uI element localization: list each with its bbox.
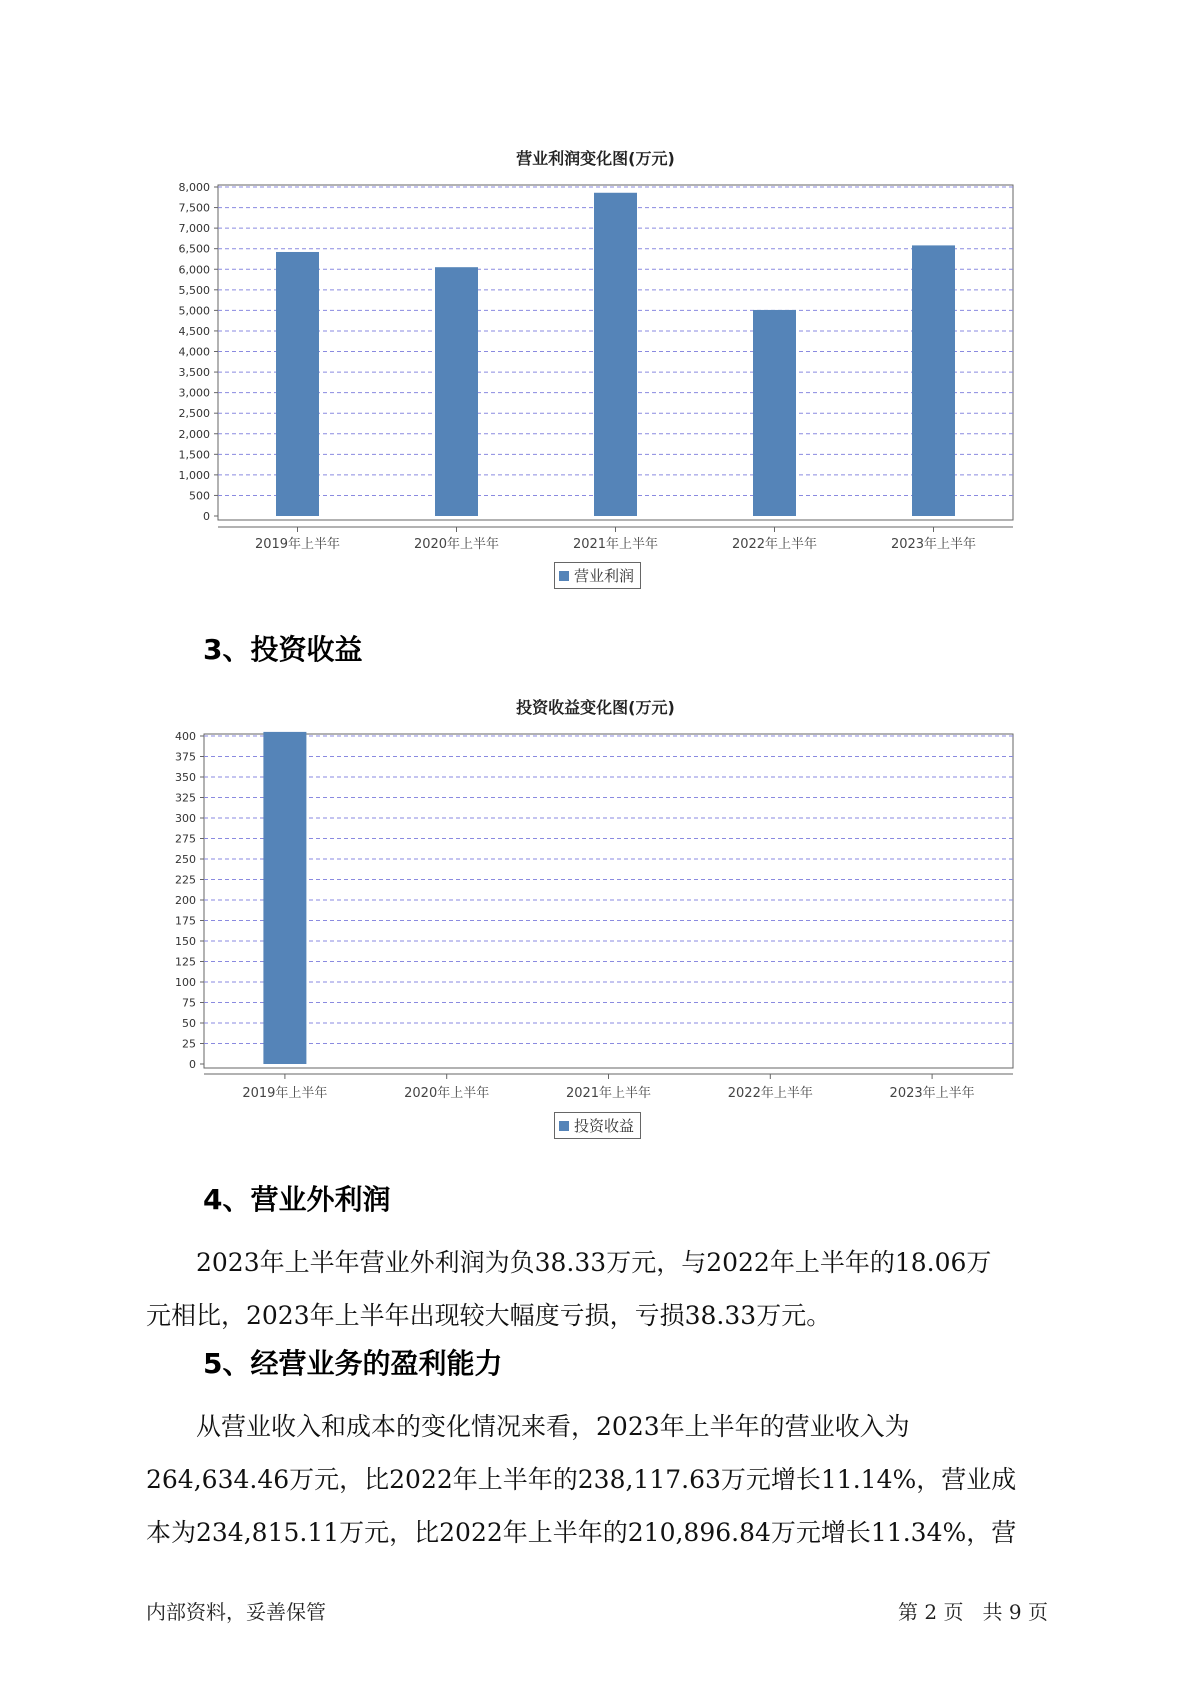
bar (263, 732, 306, 1064)
y-tick-label: 1,000 (178, 468, 210, 482)
y-tick-label: 0 (203, 510, 210, 523)
y-tick-label: 325 (175, 791, 196, 805)
y-tick-label: 50 (182, 1017, 196, 1030)
legend-swatch (559, 1121, 569, 1131)
y-tick-label: 2,500 (178, 407, 210, 421)
bar (912, 245, 955, 516)
y-tick-label: 75 (182, 996, 196, 1010)
investment-income-chart (0, 560, 1191, 1120)
legend-label: 投资收益 (574, 1117, 635, 1135)
footer-page-number: 第 2 页 共 9 页 (898, 1600, 1048, 1624)
y-tick-label: 2,000 (178, 427, 210, 441)
section-heading-non-operating-profit: 4、营业外利润 (203, 1183, 391, 1216)
legend-label: 营业利润 (574, 567, 635, 585)
plot-frame (204, 734, 1013, 1068)
y-tick-label: 225 (175, 873, 196, 887)
x-tick-label: 2021年上半年 (572, 537, 659, 552)
y-tick-label: 5,000 (178, 304, 210, 318)
y-tick-label: 100 (175, 976, 196, 989)
paragraph-line: 元相比，2023年上半年出现较大幅度亏损，亏损38.33万元。 (146, 1301, 832, 1330)
footer-confidential-note: 内部资料，妥善保管 (146, 1600, 326, 1624)
bar (276, 252, 319, 516)
y-tick-label: 300 (175, 812, 196, 825)
y-tick-label: 200 (175, 894, 196, 907)
y-tick-label: 275 (175, 832, 196, 846)
paragraph-line: 264,634.46万元，比2022年上半年的238,117.63万元增长11.14%，营业成 (146, 1465, 1017, 1494)
legend-investment-income (554, 1112, 641, 1139)
y-tick-label: 3,000 (178, 386, 210, 400)
chart-title-investment-income: 投资收益变化图(万元) (516, 698, 675, 717)
bar (753, 310, 796, 516)
chart-title-operating-profit: 营业利润变化图(万元) (516, 149, 675, 168)
y-tick-label: 6,000 (178, 263, 210, 277)
paragraph-line: 从营业收入和成本的变化情况来看，2023年上半年的营业收入为 (196, 1412, 910, 1441)
paragraph-line: 本为234,815.11万元，比2022年上半年的210,896.84万元增长11.34%，营 (146, 1518, 1017, 1547)
y-tick-label: 250 (175, 853, 196, 866)
paragraph-line: 2023年上半年营业外利润为负38.33万元，与2022年上半年的18.06万 (196, 1248, 992, 1277)
y-tick-label: 7,500 (178, 201, 210, 215)
y-tick-label: 350 (175, 771, 196, 784)
y-tick-label: 375 (175, 750, 196, 764)
bar (435, 267, 478, 516)
x-tick-label: 2019年上半年 (242, 1086, 328, 1101)
y-tick-label: 8,000 (178, 181, 210, 194)
y-tick-label: 500 (189, 489, 210, 503)
y-tick-label: 25 (182, 1037, 196, 1051)
x-tick-label: 2022年上半年 (731, 537, 818, 552)
x-tick-label: 2019年上半年 (254, 537, 341, 552)
x-tick-label: 2023年上半年 (890, 537, 977, 552)
paragraph-non-operating-profit (146, 1236, 1048, 1342)
y-tick-label: 1,500 (178, 448, 210, 462)
x-tick-label: 2022年上半年 (727, 1086, 813, 1101)
y-tick-label: 400 (175, 730, 196, 743)
x-tick-label: 2021年上半年 (565, 1086, 652, 1101)
x-tick-label: 2020年上半年 (413, 537, 500, 552)
paragraph-profitability (146, 1400, 1048, 1559)
operating-profit-chart (0, 0, 1191, 560)
bar (594, 193, 637, 516)
y-tick-label: 6,500 (178, 242, 210, 256)
y-tick-label: 125 (175, 955, 196, 969)
x-tick-label: 2020年上半年 (404, 1086, 490, 1101)
section-heading-profitability: 5、经营业务的盈利能力 (203, 1347, 503, 1380)
y-tick-label: 4,500 (178, 324, 210, 338)
section-heading-investment-income: 3、投资收益 (203, 633, 363, 666)
x-tick-label: 2023年上半年 (889, 1086, 975, 1101)
y-tick-label: 7,000 (178, 222, 210, 236)
y-tick-label: 0 (189, 1058, 196, 1071)
y-tick-label: 5,500 (178, 283, 210, 297)
y-tick-label: 175 (175, 914, 196, 928)
y-tick-label: 150 (175, 935, 196, 948)
y-tick-label: 3,500 (178, 366, 210, 380)
y-tick-label: 4,000 (178, 345, 210, 359)
